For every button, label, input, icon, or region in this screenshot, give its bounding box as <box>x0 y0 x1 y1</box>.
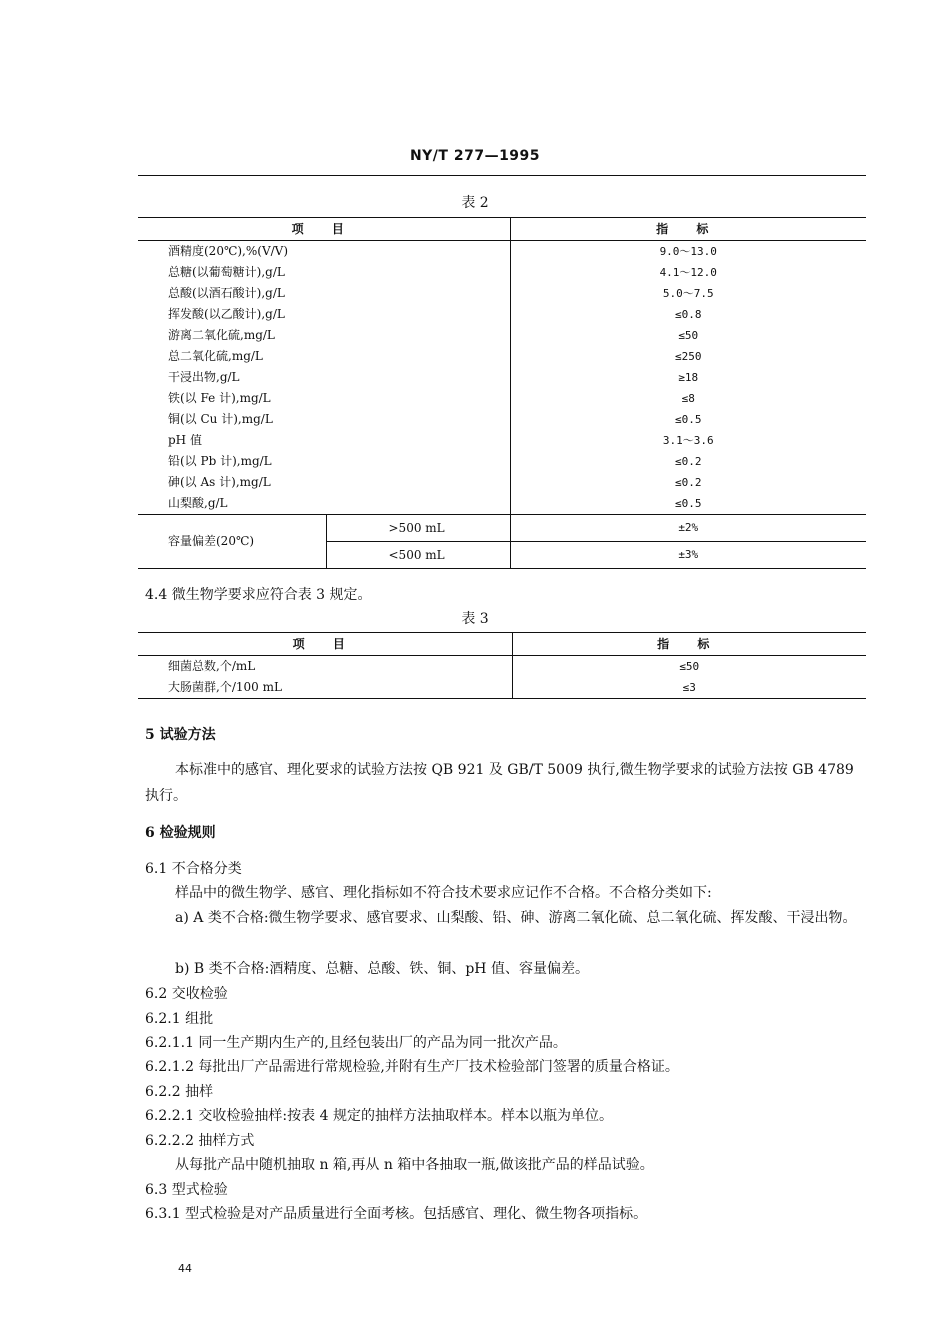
table-row <box>138 409 866 430</box>
table3-col-item: 项 目 <box>138 633 512 656</box>
row-value: ≤0.8 <box>510 304 866 325</box>
section-6-2-1: 6.2.1 组批 <box>145 1011 214 1027</box>
table-row <box>138 325 866 346</box>
section-5-body: 本标准中的感官、理化要求的试验方法按 QB 921 及 GB/T 5009 执行,微生物学要求的试验方法按 GB 4789 执行。 <box>145 762 854 804</box>
section-4-4: 4.4 微生物学要求应符合表 3 规定。 <box>145 587 372 603</box>
row-value: ±3% <box>510 542 866 569</box>
section-6-1-body: 样品中的微生物学、感官、理化指标如不符合技术要求应记作不合格。不合格分类如下: <box>175 885 712 901</box>
section-6-1-a: a) A 类不合格:微生物学要求、感官要求、山梨酸、铅、砷、游离二氧化硫、总二氧化硫、挥发酸、干浸出物。 <box>175 910 857 926</box>
row-value: ≤250 <box>510 346 866 367</box>
table-row <box>138 262 866 283</box>
table-row <box>138 677 866 699</box>
section-5-title: 5 试验方法 <box>145 727 216 743</box>
row-value: ≤50 <box>512 656 866 678</box>
table-row <box>138 367 866 388</box>
section-6-1-b: b) B 类不合格:酒精度、总糖、总酸、铁、铜、pH 值、容量偏差。 <box>175 961 589 977</box>
row-value: ≤0.2 <box>510 472 866 493</box>
table3-caption: 表 3 <box>461 611 489 627</box>
row-name: 砷(以 As 计),mg/L <box>168 475 271 489</box>
section-6-2-2-2: 6.2.2.2 抽样方式 <box>145 1133 255 1149</box>
section-6-2-1-1: 6.2.1.1 同一生产期内生产的,且经包装出厂的产品为同一批次产品。 <box>145 1035 567 1051</box>
row-name: 酒精度(20℃),%(V/V) <box>168 244 289 258</box>
table-row <box>138 388 866 409</box>
section-6-3-1: 6.3.1 型式检验是对产品质量进行全面考核。包括感官、理化、微生物各项指标。 <box>145 1206 648 1222</box>
table-row <box>138 346 866 367</box>
row-value: 4.1～12.0 <box>510 262 866 283</box>
row-name: pH 值 <box>168 433 202 447</box>
row-value: ≤50 <box>510 325 866 346</box>
section-6-3: 6.3 型式检验 <box>145 1182 228 1198</box>
row-name: 总酸(以酒石酸计),g/L <box>168 286 285 300</box>
page-number: 44 <box>178 1262 192 1275</box>
row-name: 山梨酸,g/L <box>168 496 228 510</box>
row-name: 总糖(以葡萄糖计),g/L <box>168 265 285 279</box>
table-row <box>138 472 866 493</box>
row-name: 挥发酸(以乙酸计),g/L <box>168 307 285 321</box>
table-row <box>138 515 866 542</box>
section-6-2-2-2-body: 从每批产品中随机抽取 n 箱,再从 n 箱中各抽取一瓶,做该批产品的样品试验。 <box>175 1157 654 1173</box>
row-value: 3.1～3.6 <box>510 430 866 451</box>
row-name: 铁(以 Fe 计),mg/L <box>168 391 271 405</box>
row-value: ≤8 <box>510 388 866 409</box>
table3-col-value: 指 标 <box>512 633 866 656</box>
table2-col-value: 指 标 <box>510 218 866 241</box>
volume-condition: >500 mL <box>326 515 510 542</box>
table-row <box>138 430 866 451</box>
table-row <box>138 283 866 304</box>
table2 <box>138 217 866 569</box>
table3 <box>138 632 866 699</box>
row-name: 铅(以 Pb 计),mg/L <box>168 454 272 468</box>
row-value: ≤0.2 <box>510 451 866 472</box>
table-row <box>138 656 866 678</box>
table2-header <box>138 218 866 241</box>
standard-number: NY/T 277—1995 <box>409 148 541 164</box>
table-row <box>138 304 866 325</box>
table-row <box>138 451 866 472</box>
row-value: ±2% <box>510 515 866 542</box>
header-rule <box>138 175 866 176</box>
row-name: 总二氧化硫,mg/L <box>168 349 263 363</box>
table-row <box>138 493 866 515</box>
row-name: 细菌总数,个/mL <box>168 659 256 673</box>
row-name: 铜(以 Cu 计),mg/L <box>168 412 273 426</box>
row-value: 9.0～13.0 <box>510 241 866 263</box>
section-6-2-2: 6.2.2 抽样 <box>145 1084 214 1100</box>
table2-col-item: 项 目 <box>138 218 510 241</box>
section-6-title: 6 检验规则 <box>145 825 216 841</box>
row-value: ≥18 <box>510 367 866 388</box>
section-6-2-2-1: 6.2.2.1 交收检验抽样:按表 4 规定的抽样方法抽取样本。样本以瓶为单位。 <box>145 1108 613 1124</box>
section-6-1: 6.1 不合格分类 <box>145 861 242 877</box>
table3-header <box>138 633 866 656</box>
row-name: 干浸出物,g/L <box>168 370 240 384</box>
row-name: 大肠菌群,个/100 mL <box>138 677 512 699</box>
row-value: ≤0.5 <box>510 493 866 515</box>
row-value: ≤3 <box>512 677 866 699</box>
volume-condition: <500 mL <box>326 542 510 569</box>
row-value: 5.0～7.5 <box>510 283 866 304</box>
row-value: ≤0.5 <box>510 409 866 430</box>
section-6-2: 6.2 交收检验 <box>145 986 228 1002</box>
section-6-2-1-2: 6.2.1.2 每批出厂产品需进行常规检验,并附有生产厂技术检验部门签署的质量合格证。 <box>145 1059 679 1075</box>
row-name: 游离二氧化硫,mg/L <box>168 328 275 342</box>
volume-deviation-label: 容量偏差(20℃) <box>138 515 326 569</box>
table-row <box>138 241 866 263</box>
table2-caption: 表 2 <box>461 195 489 211</box>
